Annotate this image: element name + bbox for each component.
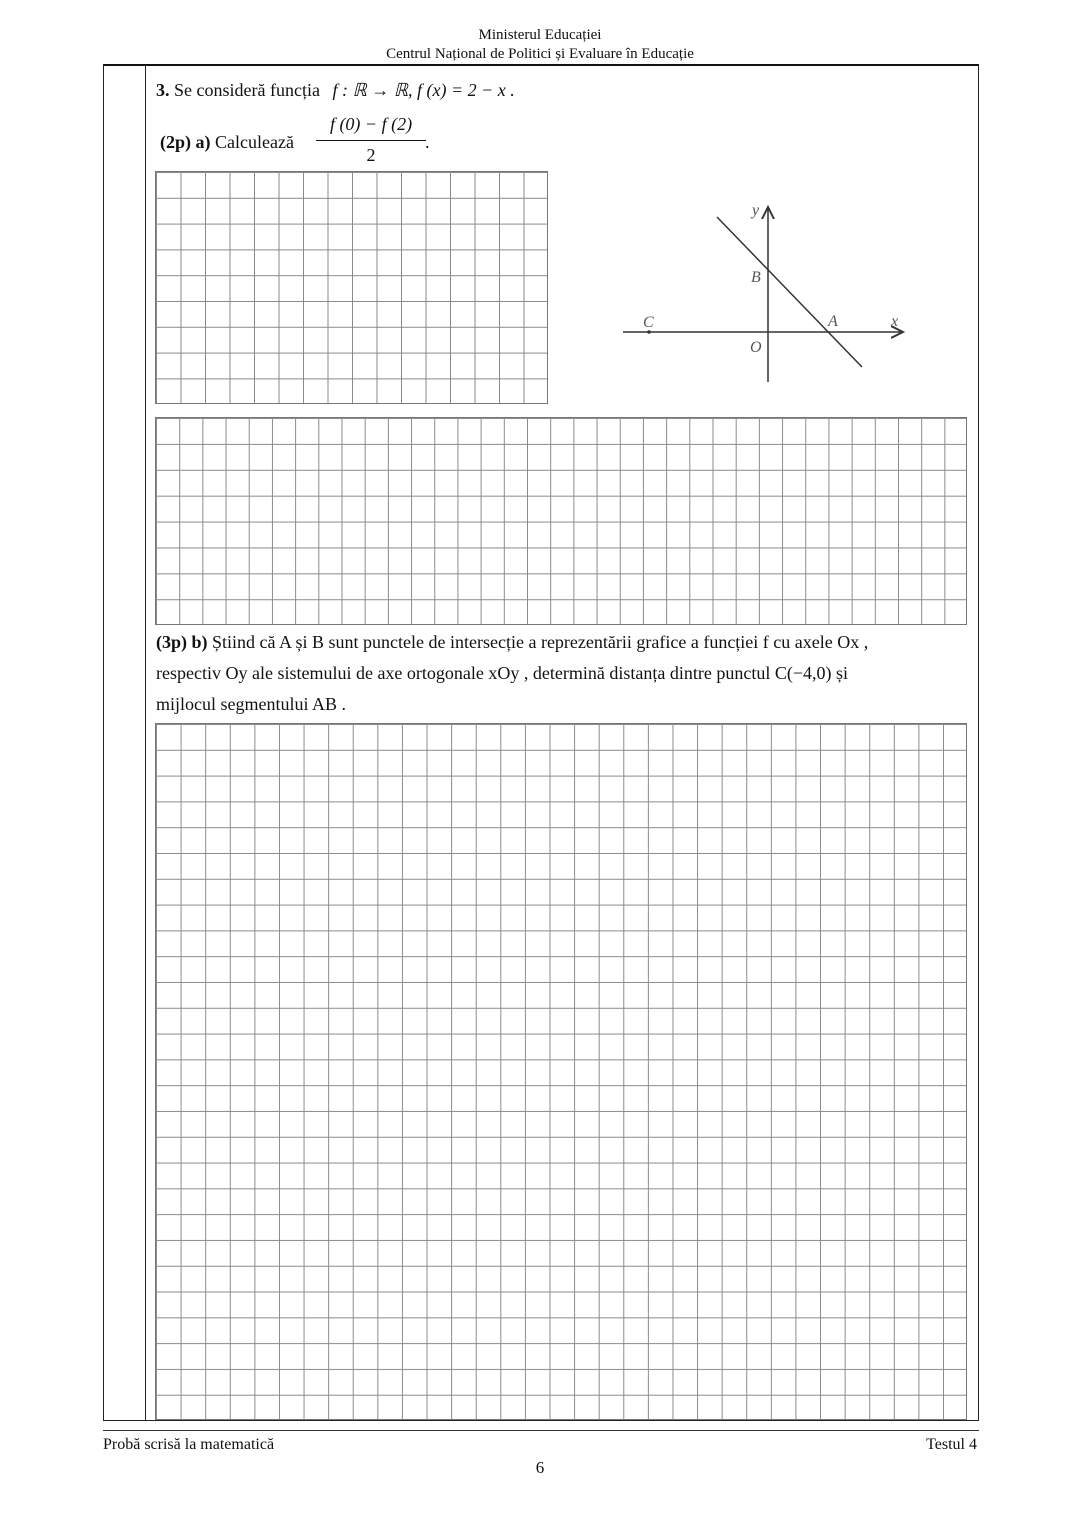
label-c: C	[643, 314, 654, 331]
footer-exam-name: Probă scrisă la matematică	[103, 1436, 275, 1453]
page-number: 6	[535, 1458, 545, 1477]
footer-rule	[103, 1430, 979, 1431]
header-center: Centrul Național de Politici și Evaluare în Educație	[386, 46, 694, 62]
label-a: A	[828, 313, 838, 330]
part-b-points: (3p)	[156, 632, 187, 652]
part-b-letter: b)	[191, 632, 208, 652]
part-b-line3: mijlocul segmentului AB .	[156, 694, 346, 714]
label-y: y	[752, 202, 760, 219]
part-b-line2: respectiv Oy ale sistemului de axe ortogonale xOy , determină distanța dintre punctul C(−4,0) și	[156, 663, 848, 683]
label-x: x	[891, 313, 899, 330]
part-a-points: (2p)	[160, 132, 191, 152]
answer-grid-a[interactable]	[155, 417, 967, 625]
part-b-statement	[156, 627, 966, 720]
fraction-numerator: f (0) − f (2)	[329, 114, 413, 134]
part-a-text: Calculează	[215, 132, 294, 152]
answer-grid-b[interactable]	[155, 723, 967, 1420]
problem-number: 3.	[156, 80, 170, 100]
function-definition: f : ℝ → ℝ, f (x) = 2 − x .	[332, 80, 515, 100]
answer-grid-small[interactable]	[155, 171, 548, 404]
label-o: O	[750, 339, 762, 356]
problem-statement	[156, 79, 515, 101]
function-graph-line	[717, 217, 862, 367]
part-b-line1: Știind că A și B sunt punctele de intersecție a reprezentării grafice a funcției f cu axele Ox ,	[212, 632, 869, 652]
part-a-fraction	[316, 114, 426, 166]
label-b: B	[751, 269, 761, 286]
fraction-denominator: 2	[366, 145, 376, 166]
part-a-letter: a)	[195, 132, 211, 152]
problem-intro: Se consideră funcția	[174, 80, 320, 100]
part-a-end: .	[425, 132, 430, 152]
margin-rule	[145, 66, 146, 1420]
coordinate-figure	[615, 195, 915, 390]
footer-test-number: Testul 4	[926, 1436, 977, 1453]
fraction-bar	[316, 140, 426, 141]
part-a-label	[160, 131, 294, 153]
header-ministry: Ministerul Educației	[478, 27, 602, 43]
